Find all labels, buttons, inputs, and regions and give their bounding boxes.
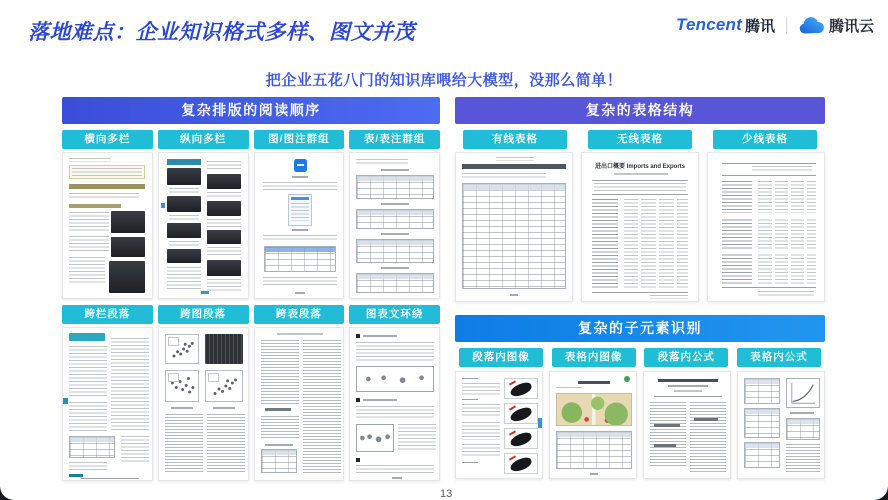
red-arrow [509,455,516,460]
phone-content-lines [291,203,309,221]
photo [207,174,241,189]
blue-tab [538,418,542,428]
paper-title-line [658,379,718,382]
formula-line [654,444,676,447]
text-lines [786,444,820,472]
thumb-horizontal-multicolumn [62,152,153,299]
text-lines [69,158,111,162]
column-gap [638,199,641,289]
map-image [556,393,632,426]
table-caption [381,203,409,205]
author-line [668,385,708,387]
row-label-lines [722,181,752,285]
diagram-box [356,424,394,452]
page-number-mark [201,291,209,294]
table-grid [69,436,115,458]
text-lines [261,340,299,404]
table-header-row [557,432,631,437]
thumb-image-in-table [549,371,637,479]
label-line [462,399,478,402]
table-header-row [745,409,779,414]
text-lines [356,342,434,362]
diagram-box [356,366,434,392]
teal-header-chip [69,333,105,341]
table-caption [381,169,409,171]
chip-bordered-table: 有线表格 [463,130,567,149]
caption-lines [169,188,199,193]
table-grid [261,449,297,473]
subelement-thumbs [455,371,825,479]
scatter-plot [165,370,199,402]
table-thumbs [455,152,825,302]
text-lines [462,383,500,395]
red-arrow [509,430,516,435]
photo [111,237,145,257]
thumb-bordered-table [455,152,573,302]
photo-box [504,453,538,474]
table-caption [381,267,409,269]
affiliation-line [674,390,702,392]
logo-divider [786,17,787,34]
header-rule [592,194,688,195]
table-caption [381,233,409,235]
text-lines [398,424,436,452]
text-lines [462,444,500,456]
chip-few-line-table: 少线表格 [713,130,817,149]
table-grid [744,378,780,404]
page-title: 落地难点：企业知识格式多样、图文并茂 [28,21,415,44]
text-lines [263,182,337,190]
chip-figure-caption-group: 图/图注群组 [254,130,345,149]
thumb-vertical-multicolumn [158,152,249,299]
section-bar [69,184,145,189]
chip-cross-figure-paragraph: 跨图段落 [158,305,249,324]
thumb-cross-figure-paragraph [158,327,249,481]
table-header-row [265,247,335,252]
text-lines [207,247,241,257]
header-rule [722,163,816,164]
group-gap [722,213,816,217]
photo [167,168,201,185]
text-lines [165,414,203,474]
caption-lines [207,219,241,227]
column-gap [788,181,791,285]
heading-line [496,157,534,161]
text-lines [462,173,546,179]
reading-order-row2-chips [62,305,440,324]
table-grid [556,431,632,469]
chip-vertical-multicolumn: 纵向多栏 [158,130,249,149]
slide-page-number: 13 [440,488,453,500]
label-line [462,462,478,465]
column-gap [772,181,775,285]
text-lines [69,212,109,232]
table-grid [786,418,820,440]
text-lines [356,159,408,165]
thumb-image-in-paragraph [455,371,543,479]
group-gap [722,249,816,253]
column-gap [804,181,807,285]
dark-title-bar [462,164,566,169]
table-header-row [745,379,779,384]
table-grid [744,442,780,468]
photo [207,230,241,244]
table-structure-header: 复杂的表格结构 [455,97,825,124]
column-gap [656,199,659,289]
chip-cross-table-paragraph: 跨表段落 [254,305,345,324]
column-gap [674,199,677,289]
text-lines [356,465,434,475]
formula-line [654,424,680,427]
footer-rule [722,287,816,288]
section-title-line [363,335,397,337]
scatter-plot [165,334,199,364]
subcaption-line [614,173,668,175]
table-grid [356,175,434,199]
table-document-title: 进出口概要 Imports and Exports [594,164,685,170]
thumb-cross-column-paragraph [62,327,153,481]
chip-horizontal-multicolumn: 横向多栏 [62,130,153,149]
photo [207,260,241,276]
thumb-formula-in-paragraph [643,371,731,479]
reading-order-thumbs-row2 [62,327,440,481]
text-lines [462,422,500,440]
tencent-cloud-label: 腾讯云 [828,17,874,35]
scatter-plot [205,370,243,402]
thumb-table-caption-group [349,152,440,299]
red-arrow [509,405,516,410]
chip-image-in-paragraph: 段落内图像 [459,348,543,367]
section-bar [69,204,121,208]
table-grid [356,273,434,293]
running-head [277,333,323,335]
photo [111,211,145,233]
chip-formula-in-table: 表格内公式 [737,348,821,367]
divider-rule [654,396,722,397]
table-header-row [463,184,565,191]
reading-order-row1-chips [62,130,440,149]
text-lines [263,235,337,242]
app-icon [294,159,307,172]
table-grid [356,209,434,229]
caption-line [292,176,308,178]
text-lines [356,406,434,420]
table-header-row [262,450,296,455]
curve-chart [786,378,820,408]
text-lines [462,404,500,418]
text-lines [69,346,107,398]
tencent-logo-cn: 腾讯 [744,17,775,35]
header-rule [722,175,816,176]
caption-line [292,229,308,231]
text-lines [167,267,201,289]
section-bullet [356,458,360,462]
column-header-bar [167,159,201,165]
table-caption [265,444,293,446]
table-header-row [745,443,779,448]
reading-order-panel [62,97,440,481]
chip-image-in-table: 表格内图像 [552,348,636,367]
page-number-mark [590,473,598,475]
dark-figure [205,334,243,364]
tencent-cloud-icon [798,16,824,35]
arrow-line [81,478,139,479]
caption-lines [169,215,199,220]
label-line [462,378,478,381]
photo [109,261,145,293]
table-structure-panel [455,97,825,479]
header-rule [592,180,688,181]
figure-caption [171,407,193,409]
photo [167,196,201,212]
reading-order-header: 复杂排版的阅读顺序 [62,97,440,124]
section-bullet [356,334,360,338]
green-logo-dot [624,376,630,382]
chip-table-caption-group: 表/表注群组 [349,130,440,149]
caption-lines [207,192,241,198]
figure-caption [213,407,235,409]
tencent-logo-text: Tencent [676,15,742,34]
text-lines [207,279,241,291]
brand-logos [676,12,874,38]
text-lines [650,402,686,468]
section-bullet [356,398,360,402]
table-header-row [357,176,433,181]
formula-line [694,418,718,421]
footer-rule [592,292,688,293]
text-lines [303,340,341,473]
phone-header-bar [291,197,309,200]
subelement-chips [455,348,825,367]
teal-marker [63,398,68,404]
thumb-borderless-table [581,152,699,302]
thumb-text-wrapping [349,327,440,481]
text-lines [69,193,139,200]
thumb-formula-in-table [737,371,825,479]
thumb-few-line-table [707,152,825,302]
chip-cross-column-paragraph: 跨栏段落 [62,305,153,324]
text-lines [72,168,142,176]
text-lines [556,387,582,390]
page-number-mark [510,294,518,296]
footnote-lines [650,295,688,299]
table-grid [356,239,434,263]
page-number-mark [295,292,305,294]
text-lines [69,257,105,283]
formula-line [265,408,291,411]
photo [167,223,201,238]
blue-marker [161,203,165,208]
thumb-cross-table-paragraph [254,327,345,481]
chip-formula-in-paragraph: 段落内公式 [644,348,728,367]
table-header-row [787,419,819,424]
caption-lines [169,241,199,246]
reading-order-thumbs-row1 [62,152,440,299]
text-lines [207,161,241,171]
heading-line [578,381,610,384]
table-header-row [357,210,433,215]
column-header-lines [594,183,686,191]
table-grid [462,183,566,289]
section-title-line [363,399,397,401]
photo-box [504,403,538,424]
table-grid [264,246,336,272]
photo-box [504,378,538,399]
figure-caption [790,412,814,414]
text-lines [69,462,107,470]
photo [167,249,201,263]
page-number-mark [392,477,402,479]
text-lines [261,416,299,440]
column-header-lines [752,166,812,172]
table-grid [744,408,780,438]
text-lines [111,338,149,432]
text-lines [69,402,107,432]
table-header-row [357,274,433,279]
text-lines [690,402,726,472]
chip-borderless-table: 无线表格 [588,130,692,149]
slide-subtitle: 把企业五花八门的知识库喂给大模型，没那么简单！ [265,72,623,89]
red-arrow [509,380,516,385]
text-lines [69,236,109,252]
numeric-lines [758,181,816,285]
totals-line [758,291,814,296]
row-label-lines [592,199,618,289]
text-lines [121,436,149,462]
teal-footer-bar [69,474,83,477]
thumb-figure-caption-group [254,152,345,299]
table-type-chips [455,130,825,149]
text-lines [207,414,245,474]
photo [207,201,241,216]
chip-text-wrapping: 图表文环绕 [349,305,440,324]
table-header-row [357,240,433,245]
footnote-lines [263,277,337,287]
subelement-recognition-header: 复杂的子元素识别 [455,315,825,342]
photo-box [504,428,538,449]
table-header-row [70,437,114,442]
